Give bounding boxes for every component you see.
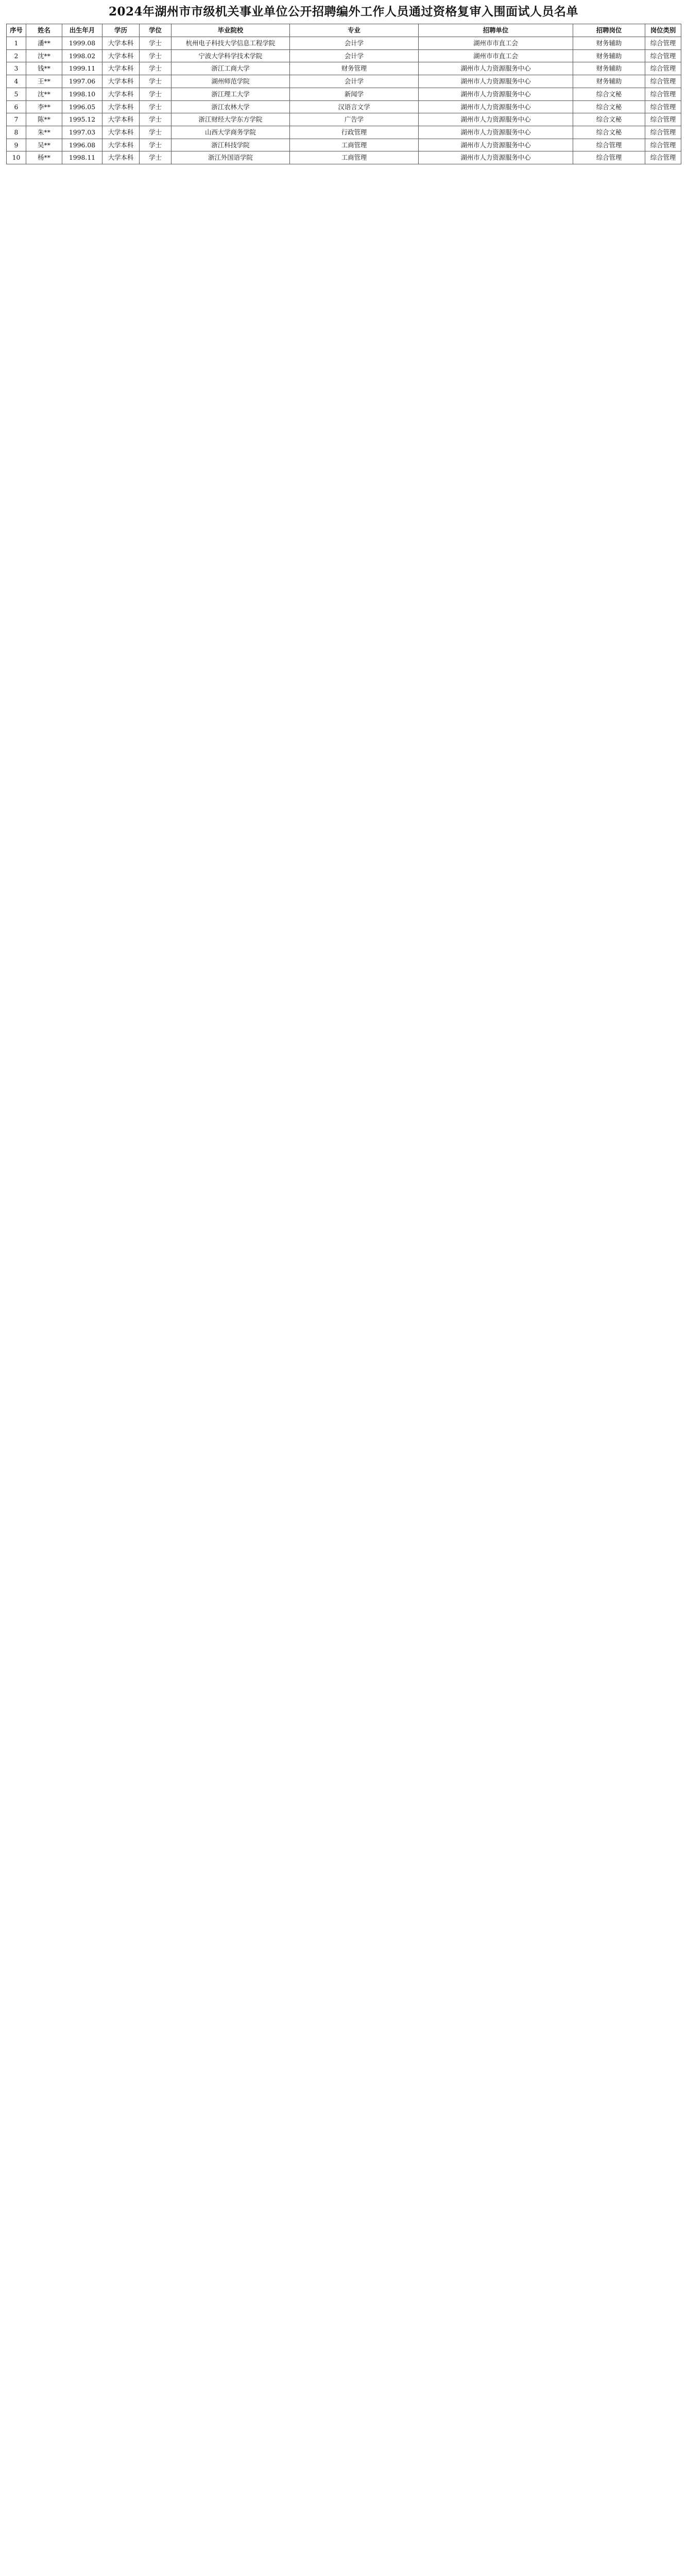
candidate-table — [6, 24, 681, 164]
education: 大学本科 — [102, 88, 140, 100]
hiring-unit: 湖州市人力资源服务中心 — [419, 113, 573, 126]
candidate-name: 陈** — [26, 113, 62, 126]
header-cell: 出生年月 — [62, 24, 102, 37]
row-number: 3 — [7, 62, 26, 75]
table-row — [7, 151, 681, 164]
position-category: 综合管理 — [645, 37, 681, 50]
degree: 学士 — [140, 113, 171, 126]
degree: 学士 — [140, 100, 171, 113]
header-cell: 招聘单位 — [419, 24, 573, 37]
table-body — [7, 37, 681, 164]
header-cell: 招聘岗位 — [573, 24, 645, 37]
candidate-name: 王** — [26, 75, 62, 88]
row-number: 8 — [7, 126, 26, 139]
school: 湖州师范学院 — [171, 75, 290, 88]
table-header-row — [7, 24, 681, 37]
school: 浙江财经大学东方学院 — [171, 113, 290, 126]
header-cell: 岗位类别 — [645, 24, 681, 37]
birth-date: 1996.05 — [62, 100, 102, 113]
degree: 学士 — [140, 151, 171, 164]
education: 大学本科 — [102, 75, 140, 88]
hiring-unit: 湖州市人力资源服务中心 — [419, 88, 573, 100]
major: 新闻学 — [290, 88, 419, 100]
header-cell: 专业 — [290, 24, 419, 37]
hiring-unit: 湖州市人力资源服务中心 — [419, 151, 573, 164]
table-row — [7, 100, 681, 113]
school: 山西大学商务学院 — [171, 126, 290, 139]
major: 工商管理 — [290, 139, 419, 151]
row-number: 5 — [7, 88, 26, 100]
position: 综合文秘 — [573, 126, 645, 139]
row-number: 7 — [7, 113, 26, 126]
header-cell: 学位 — [140, 24, 171, 37]
birth-date: 1999.11 — [62, 62, 102, 75]
table-row — [7, 126, 681, 139]
row-number: 4 — [7, 75, 26, 88]
major: 汉语言文学 — [290, 100, 419, 113]
position-category: 综合管理 — [645, 62, 681, 75]
candidate-name: 杨** — [26, 151, 62, 164]
table-row — [7, 37, 681, 50]
education: 大学本科 — [102, 113, 140, 126]
birth-date: 1997.06 — [62, 75, 102, 88]
position-category: 综合管理 — [645, 113, 681, 126]
hiring-unit: 湖州市人力资源服务中心 — [419, 100, 573, 113]
school: 浙江外国语学院 — [171, 151, 290, 164]
position: 综合文秘 — [573, 113, 645, 126]
position: 综合管理 — [573, 139, 645, 151]
school: 宁波大学科学技术学院 — [171, 49, 290, 62]
education: 大学本科 — [102, 126, 140, 139]
major: 财务管理 — [290, 62, 419, 75]
major: 工商管理 — [290, 151, 419, 164]
hiring-unit: 湖州市人力资源服务中心 — [419, 62, 573, 75]
position-category: 综合管理 — [645, 151, 681, 164]
position: 财务辅助 — [573, 49, 645, 62]
header-cell: 姓名 — [26, 24, 62, 37]
birth-date: 1996.08 — [62, 139, 102, 151]
hiring-unit: 湖州市人力资源服务中心 — [419, 75, 573, 88]
hiring-unit: 湖州市市直工会 — [419, 37, 573, 50]
education: 大学本科 — [102, 151, 140, 164]
position: 综合文秘 — [573, 88, 645, 100]
candidate-name: 李** — [26, 100, 62, 113]
header-cell: 序号 — [7, 24, 26, 37]
degree: 学士 — [140, 37, 171, 50]
position: 财务辅助 — [573, 37, 645, 50]
header-cell: 毕业院校 — [171, 24, 290, 37]
major: 广告学 — [290, 113, 419, 126]
major: 会计学 — [290, 49, 419, 62]
position: 财务辅助 — [573, 75, 645, 88]
position: 财务辅助 — [573, 62, 645, 75]
education: 大学本科 — [102, 100, 140, 113]
position: 综合文秘 — [573, 100, 645, 113]
birth-date: 1995.12 — [62, 113, 102, 126]
degree: 学士 — [140, 139, 171, 151]
table-row — [7, 139, 681, 151]
position-category: 综合管理 — [645, 49, 681, 62]
degree: 学士 — [140, 62, 171, 75]
birth-date: 1997.03 — [62, 126, 102, 139]
candidate-name: 沈** — [26, 49, 62, 62]
degree: 学士 — [140, 88, 171, 100]
row-number: 6 — [7, 100, 26, 113]
major: 会计学 — [290, 37, 419, 50]
school: 浙江农林大学 — [171, 100, 290, 113]
major: 会计学 — [290, 75, 419, 88]
table-row — [7, 62, 681, 75]
header-cell: 学历 — [102, 24, 140, 37]
table-row — [7, 113, 681, 126]
degree: 学士 — [140, 49, 171, 62]
table-row — [7, 75, 681, 88]
candidate-name: 钱** — [26, 62, 62, 75]
school: 浙江科技学院 — [171, 139, 290, 151]
position-category: 综合管理 — [645, 100, 681, 113]
candidate-name: 吴** — [26, 139, 62, 151]
school: 浙江工商大学 — [171, 62, 290, 75]
degree: 学士 — [140, 126, 171, 139]
degree: 学士 — [140, 75, 171, 88]
hiring-unit: 湖州市人力资源服务中心 — [419, 139, 573, 151]
position-category: 综合管理 — [645, 75, 681, 88]
school: 浙江理工大学 — [171, 88, 290, 100]
hiring-unit: 湖州市市直工会 — [419, 49, 573, 62]
position-category: 综合管理 — [645, 88, 681, 100]
major: 行政管理 — [290, 126, 419, 139]
row-number: 9 — [7, 139, 26, 151]
position-category: 综合管理 — [645, 139, 681, 151]
candidate-name: 朱** — [26, 126, 62, 139]
row-number: 2 — [7, 49, 26, 62]
candidate-name: 潘** — [26, 37, 62, 50]
birth-date: 1998.10 — [62, 88, 102, 100]
page-title: 2024年湖州市市级机关事业单位公开招聘编外工作人员通过资格复审入围面试人员名单 — [108, 5, 578, 19]
table-row — [7, 88, 681, 100]
position: 综合管理 — [573, 151, 645, 164]
education: 大学本科 — [102, 62, 140, 75]
school: 杭州电子科技大学信息工程学院 — [171, 37, 290, 50]
birth-date: 1998.11 — [62, 151, 102, 164]
education: 大学本科 — [102, 49, 140, 62]
position-category: 综合管理 — [645, 126, 681, 139]
education: 大学本科 — [102, 37, 140, 50]
birth-date: 1998.02 — [62, 49, 102, 62]
row-number: 10 — [7, 151, 26, 164]
candidate-name: 沈** — [26, 88, 62, 100]
hiring-unit: 湖州市人力资源服务中心 — [419, 126, 573, 139]
row-number: 1 — [7, 37, 26, 50]
table-row — [7, 49, 681, 62]
education: 大学本科 — [102, 139, 140, 151]
birth-date: 1999.08 — [62, 37, 102, 50]
